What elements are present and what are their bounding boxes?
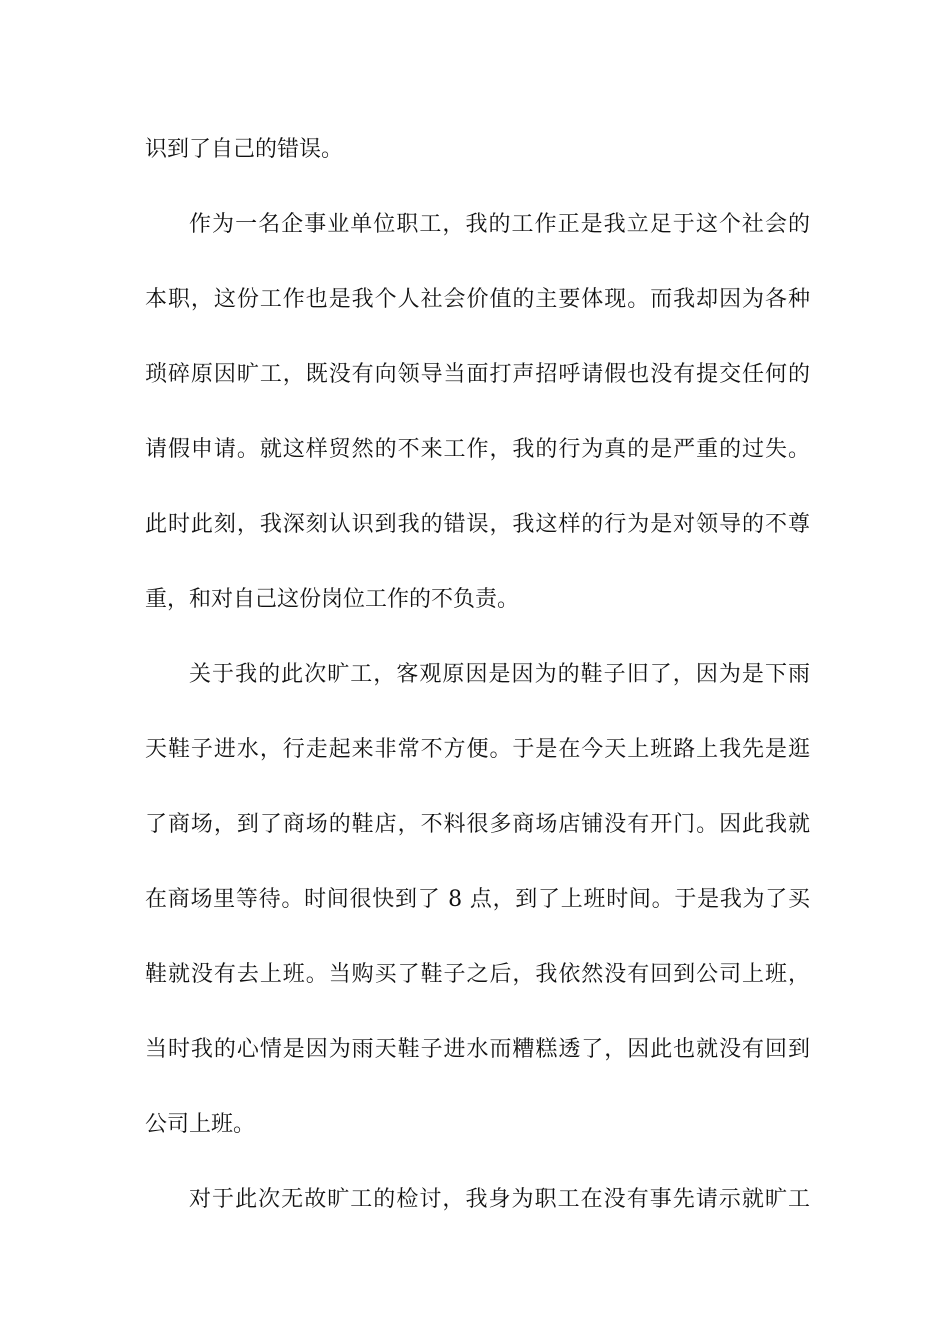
text-line: 请假申请。就这样贸然的不来工作，我的行为真的是严重的过失。 <box>145 437 810 462</box>
paragraph-start-line: 对于此次无故旷工的检讨，我身为职工在没有事先请示就旷工 <box>189 1187 810 1212</box>
text-line: 识到了自己的错误。 <box>145 137 344 162</box>
text-line: 本职，这份工作也是我个人社会价值的主要体现。而我却因为各种 <box>145 287 810 312</box>
text-line: 公司上班。 <box>145 1112 256 1137</box>
text-line: 天鞋子进水，行走起来非常不方便。于是在今天上班路上我先是逛 <box>145 737 810 762</box>
text-line: 在商场里等待。时间很快到了 8 点，到了上班时间。于是我为了买 <box>145 887 810 912</box>
paragraph-start-line: 作为一名企事业单位职工，我的工作正是我立足于这个社会的 <box>189 212 810 237</box>
text-line: 鞋就没有去上班。当购买了鞋子之后，我依然没有回到公司上班， <box>145 962 810 987</box>
text-line: 重，和对自己这份岗位工作的不负责。 <box>145 587 520 612</box>
paragraph-start-line: 关于我的此次旷工，客观原因是因为的鞋子旧了，因为是下雨 <box>189 662 810 687</box>
text-line: 了商场，到了商场的鞋店，不料很多商场店铺没有开门。因此我就 <box>145 812 810 837</box>
text-line: 此时此刻，我深刻认识到我的错误，我这样的行为是对领导的不尊 <box>145 512 810 537</box>
text-line: 当时我的心情是因为雨天鞋子进水而糟糕透了，因此也就没有回到 <box>145 1037 810 1062</box>
text-line: 琐碎原因旷工，既没有向领导当面打声招呼请假也没有提交任何的 <box>145 362 810 387</box>
